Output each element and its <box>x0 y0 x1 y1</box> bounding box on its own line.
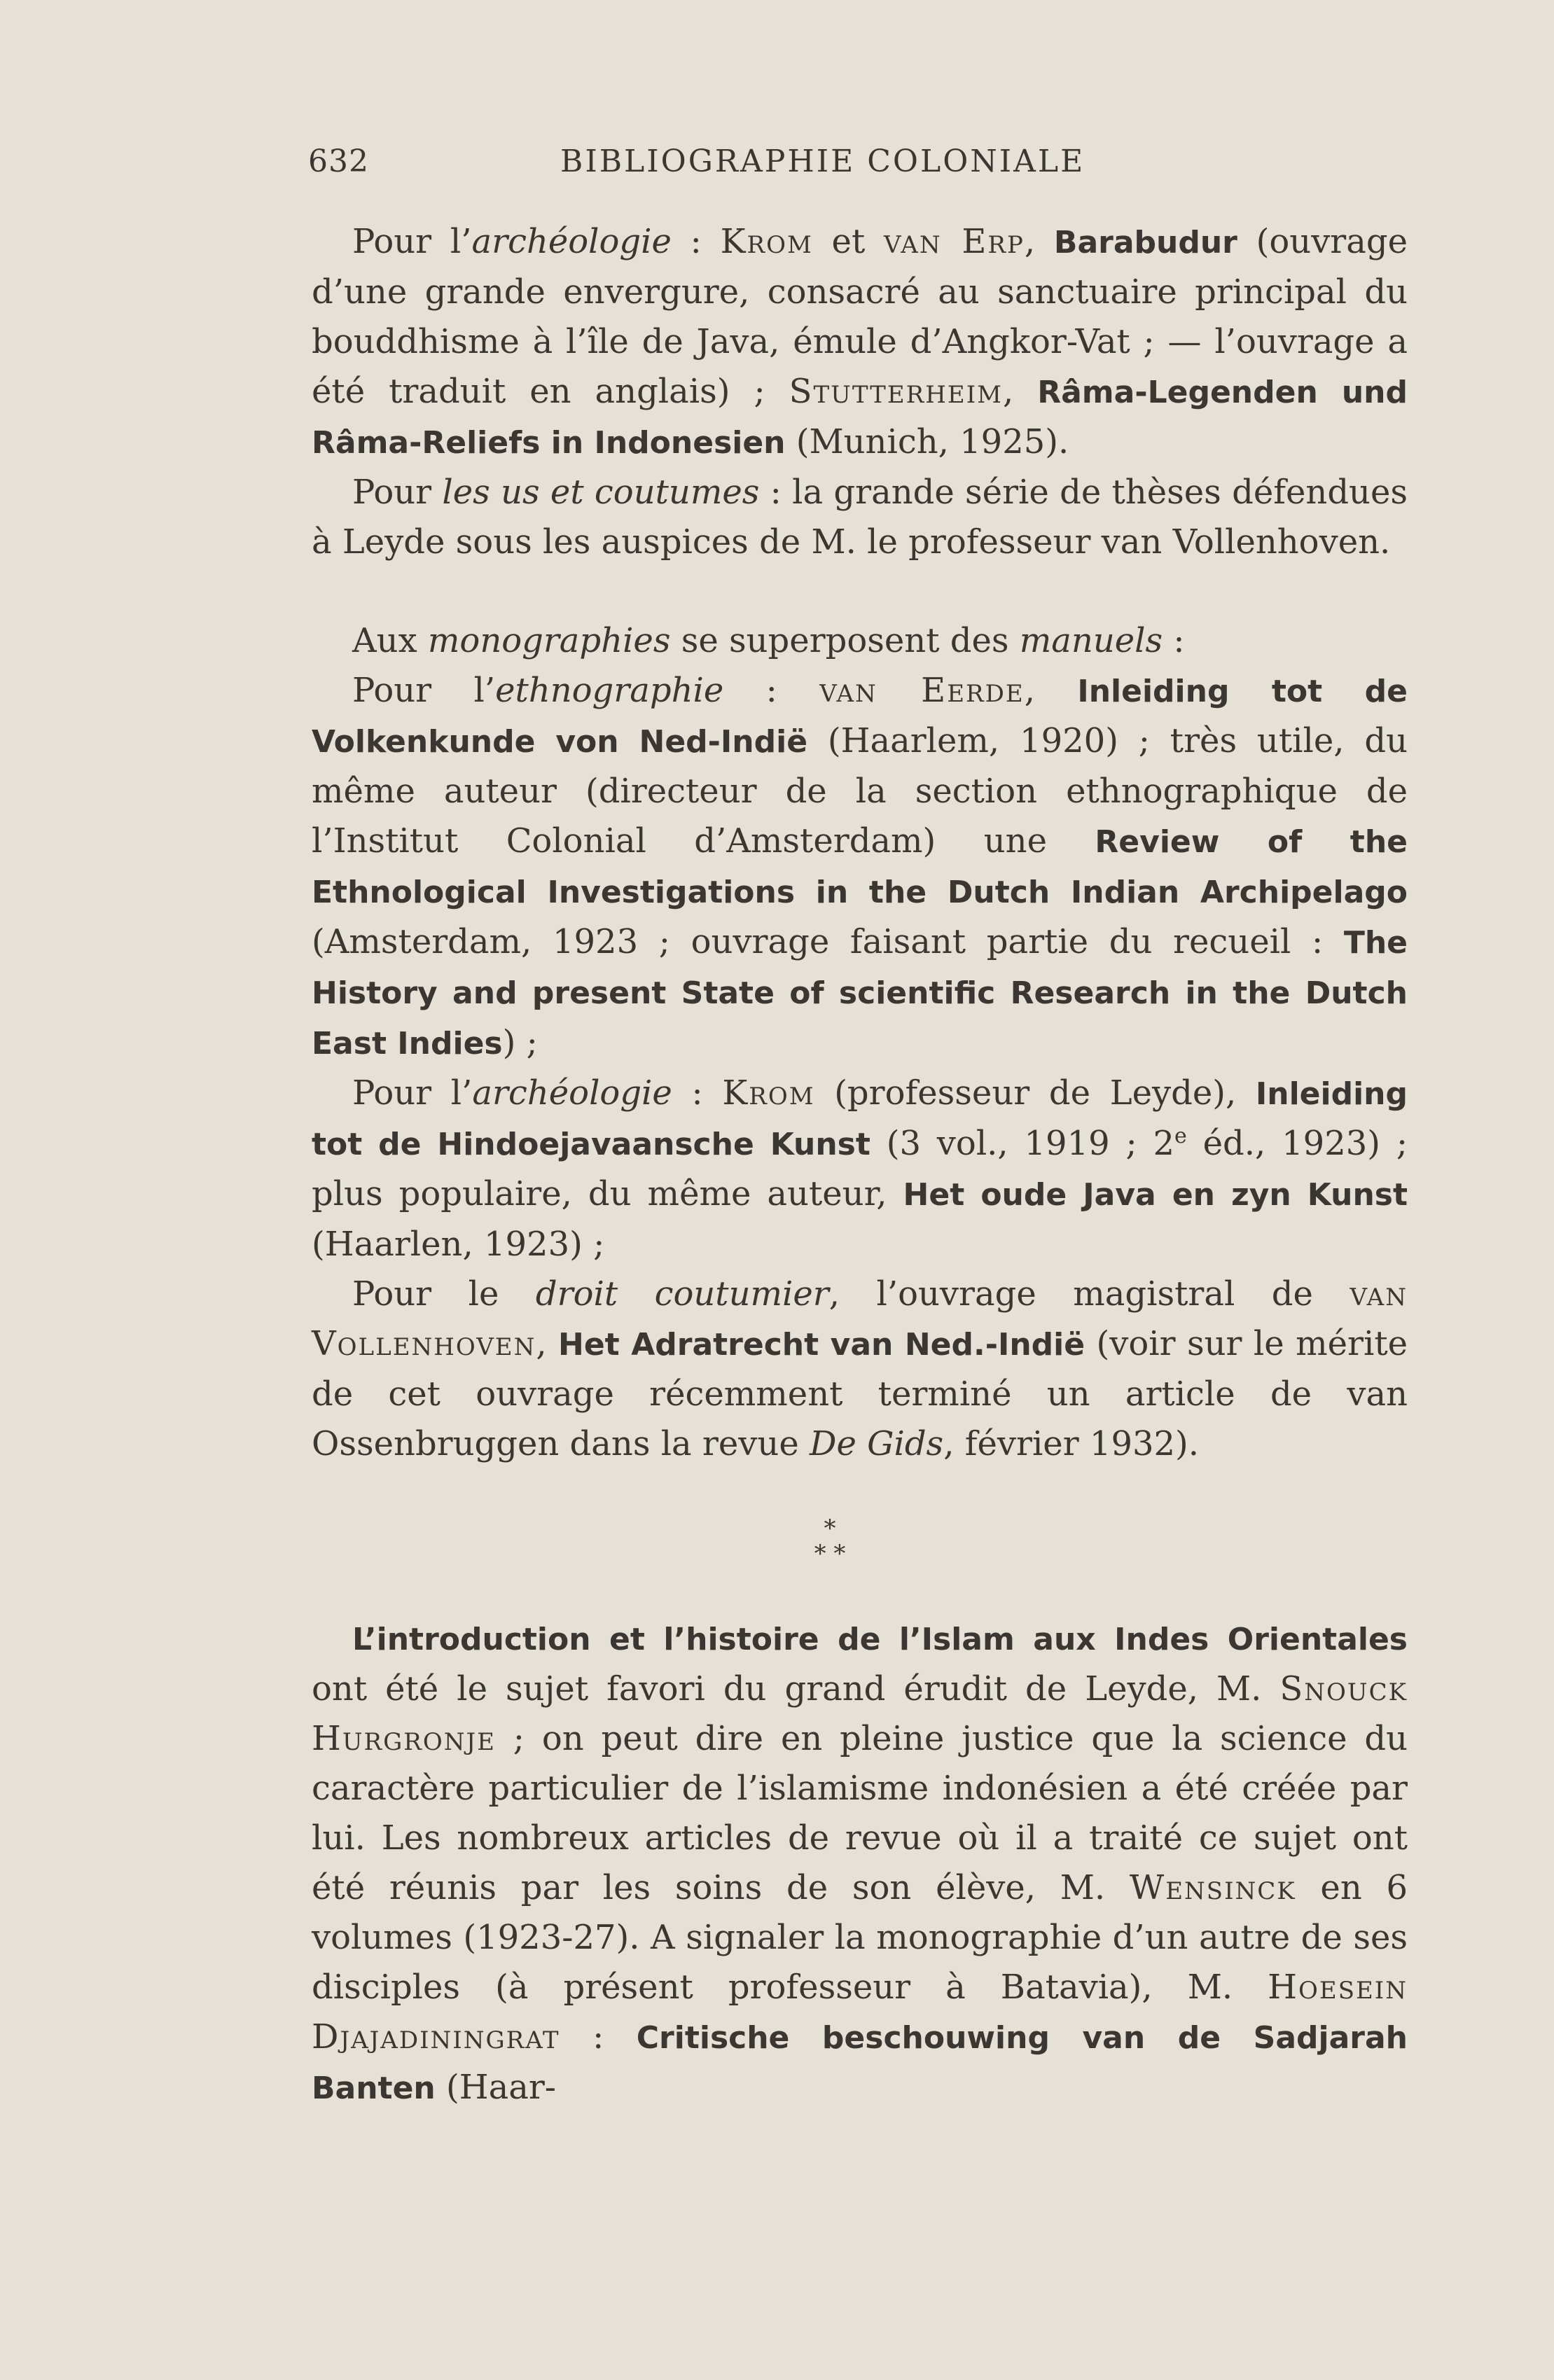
running-title: BIBLIOGRAPHIE COLONIALE <box>560 144 1085 179</box>
text-run: et <box>812 222 884 261</box>
text-run: (Munich, 1925). <box>785 422 1069 461</box>
author-name: van Erp <box>884 222 1025 261</box>
running-head <box>308 144 1404 193</box>
text-run: (professeur de Leyde), <box>814 1073 1256 1113</box>
author-name: Krom <box>720 222 813 261</box>
text-run: Pour <box>352 473 443 512</box>
book-title: The History and present State of scientific Research in the Dutch East Indies <box>312 925 1408 1062</box>
paragraph-islam <box>312 1614 1408 2113</box>
text-run: : <box>672 1073 723 1113</box>
book-title: Inleiding tot de Hindoejavaansche Kunst <box>312 1076 1408 1162</box>
author-name: Wensinck <box>1129 1868 1296 1907</box>
text-run: se superposent des <box>670 621 1020 660</box>
body-text <box>312 217 1408 1469</box>
text-run: en 6 volumes (1923-27). A signaler la monographie d’un autre de ses disciples (à présent professeur à Batavia), M. <box>312 1868 1408 2007</box>
text-run: (Amsterdam, 1923 ; ouvrage faisant partie du recueil : <box>312 922 1344 961</box>
italic-term: archéologie <box>471 222 672 261</box>
paragraph-archeologie-1 <box>312 217 1408 468</box>
text-run: : la grande série de thèses défendues à Leyde sous les auspices de M. le professeur van Vollenhoven. <box>312 473 1408 562</box>
italic-term: les us et coutumes <box>442 473 760 512</box>
author-name: Snouck Hurgronje <box>312 1669 1408 1758</box>
text-run: (3 vol., 1919 ; 2 <box>870 1124 1175 1163</box>
author-name: Stutterheim <box>789 372 1003 411</box>
paragraph-ethnographie <box>312 666 1408 1069</box>
italic-term: De Gids <box>809 1424 944 1463</box>
text-run: , février 1932). <box>943 1424 1200 1463</box>
book-title: Het Adratrecht van Ned.-Indië <box>558 1327 1085 1363</box>
book-title: Critische beschouwing van de Sadjarah Banten <box>312 2020 1408 2106</box>
italic-term: droit coutumier <box>535 1274 829 1314</box>
text-run: , l’ouvrage magistral de <box>828 1274 1350 1314</box>
italic-term: ethnographie <box>495 671 724 710</box>
author-name: Hoesein Djajadiningrat <box>312 1968 1408 2057</box>
italic-term: manuels <box>1019 621 1163 660</box>
page-number: 632 <box>308 144 369 179</box>
asterism-bottom: * * <box>814 1540 846 1568</box>
author-name: van Vollenhoven <box>312 1274 1408 1363</box>
paragraph-archeologie-2 <box>312 1069 1408 1269</box>
italic-term: archéologie <box>472 1073 672 1113</box>
text-run: Pour l’ <box>352 1073 473 1113</box>
text-run: ont été le sujet favori du grand érudit de Leyde, M. <box>312 1669 1280 1709</box>
text-run: ; on peut dire en pleine justice que la science du caractère particulier de l’islamisme indonésien a été créée par lui. Les nombreux articles de revue où il a traité ce sujet ont été réunis par les soins de son élève, M. <box>312 1719 1408 1907</box>
body-text-section-2 <box>312 1614 1408 2113</box>
text-run: , <box>536 1324 559 1363</box>
text-run: : <box>1163 621 1185 660</box>
text-run: , <box>1024 222 1054 261</box>
text-run: Aux <box>352 621 428 660</box>
author-name: van Eerde <box>819 671 1025 710</box>
text-run: : <box>723 671 820 710</box>
text-run: (voir sur le mérite de cet ouvrage récemment terminé un article de van Ossenbruggen dans la revue <box>312 1324 1408 1463</box>
text-run: : <box>560 2017 637 2057</box>
asterism-top: * <box>824 1515 836 1543</box>
book-title: Râma-Legenden und Râma-Reliefs in Indonesien <box>312 375 1408 461</box>
superscript: e <box>1174 1124 1187 1148</box>
text-run: Pour l’ <box>352 671 496 710</box>
book-title: Barabudur <box>1053 225 1237 260</box>
italic-term: monographies <box>427 621 671 660</box>
book-title: Inleiding tot de Volkenkunde von Ned-Indië <box>312 674 1408 760</box>
text-run: Pour le <box>352 1274 536 1314</box>
text-run: , <box>1024 671 1078 710</box>
book-title: Het oude Java en zyn Kunst <box>903 1177 1408 1213</box>
text-run: (Haarlem, 1920) ; très utile, du même auteur (directeur de la section ethnographique de l’Institut Colonial d’Amsterdam) une <box>312 721 1408 861</box>
paragraph-us-coutumes <box>312 468 1408 567</box>
author-name: Krom <box>722 1073 815 1113</box>
text-run: (Haar- <box>435 2068 557 2107</box>
section-heading: L’introduction et l’histoire de l’Islam aux Indes Orientales <box>352 1622 1408 1657</box>
text-run: : <box>671 222 721 261</box>
asterism-divider <box>798 1516 861 1572</box>
text-run: éd., 1923) ; plus populaire, du même auteur, <box>312 1124 1408 1213</box>
text-run: Pour l’ <box>352 222 472 261</box>
text-run: (Haarlen, 1923) ; <box>312 1225 605 1264</box>
text-run: ) ; <box>502 1023 538 1062</box>
paragraph-monographies <box>312 616 1408 666</box>
text-run: , <box>1002 372 1038 411</box>
paragraph-droit-coutumier <box>312 1269 1408 1469</box>
text-run: (ouvrage d’une grande envergure, consacré au sanctuaire principal du bouddhisme à l’île de Java, émule d’Angkor-Vat ; — l’ouvrage a été traduit en anglais) ; <box>312 222 1408 411</box>
book-title: Review of the Ethnological Investigations in the Dutch Indian Archipelago <box>312 824 1408 910</box>
